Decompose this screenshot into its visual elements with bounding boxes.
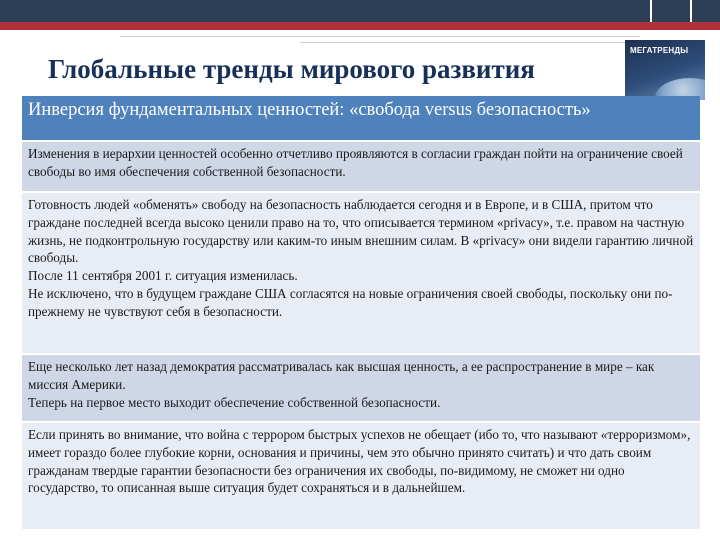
table-row xyxy=(22,193,700,355)
table-header: Инверсия фундаментальных ценностей: «свобода versus безопасность» xyxy=(22,96,700,142)
logo-text: МЕГАТРЕНДЫ xyxy=(630,46,689,55)
table-row xyxy=(22,142,700,193)
decorative-lines xyxy=(0,30,720,50)
row-paragraph: Если принять во внимание, что война с террором быстрых успехов не обещает (ибо то, что называют «терроризмом», имеет гораздо более глубокие корни, основания и причины, чем это обычно принято считать) и что дать своим гражданам твердые гарантии безопасности без ограничения их свободы, по-видимому, не сможет ни одно государство, то описанная выше ситуация будет сохраняться и в дальнейшем. xyxy=(28,427,691,496)
row-paragraph: Готовность людей «обменять» свободу на безопасность наблюдается сегодня и в Европе, и в США, притом что граждане последней всегда высоко ценили право на то, что описывается термином «privacy», т.е. правом на частную жизнь, не подконтрольную государству или каким-то иным внешним силам. В «privacy» они видели гарантию личной свободы. xyxy=(28,197,694,266)
page-title: Глобальные тренды мирового развития xyxy=(48,54,535,84)
table-row xyxy=(22,355,700,423)
megatrends-logo xyxy=(625,40,705,100)
decorative-line xyxy=(300,42,640,43)
row-paragraph: После 11 сентября 2001 г. ситуация изменилась. xyxy=(28,268,298,284)
row-paragraph: Теперь на первое место выходит обеспечение собственной безопасности. xyxy=(28,394,441,410)
top-decorative-bar xyxy=(0,0,720,30)
content-table xyxy=(22,96,700,531)
decorative-line xyxy=(120,36,640,37)
top-dark-stripe xyxy=(0,0,720,22)
row-paragraph: Еще несколько лет назад демократия рассматривалась как высшая ценность, а ее распространение в мире – как миссия Америки. xyxy=(28,359,655,392)
stripe-separator xyxy=(690,0,692,22)
table-row xyxy=(22,423,700,531)
stripe-separator xyxy=(650,0,652,22)
row-paragraph: Не исключено, что в будущем граждане США согласятся на новые ограничения своей свободы, поскольку они по-прежнему не чувствуют себя в безопасности. xyxy=(28,285,673,319)
top-red-stripe xyxy=(0,22,720,30)
row-paragraph: Изменения в иерархии ценностей особенно отчетливо проявляются в согласии граждан пойти на ограничение своей свободы во имя обеспечения собственной безопасности. xyxy=(28,146,683,179)
